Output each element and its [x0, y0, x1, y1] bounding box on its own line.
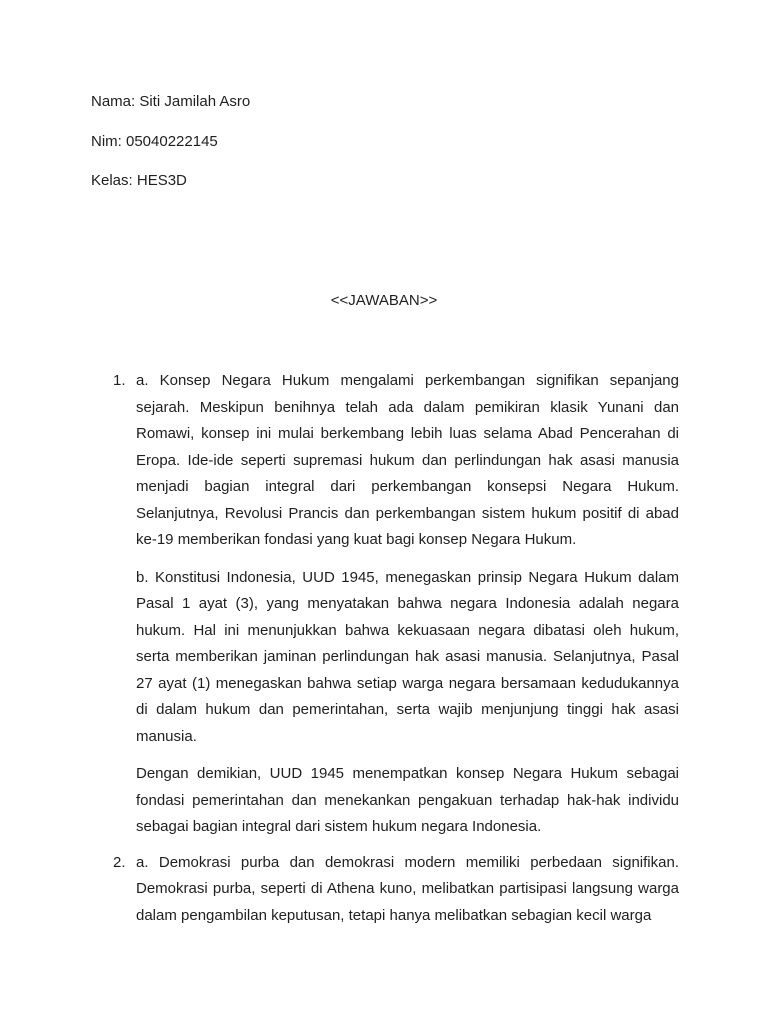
student-nim: Nim: 05040222145: [91, 133, 218, 150]
answer-number: 1.: [113, 372, 126, 389]
student-class: Kelas: HES3D: [91, 172, 187, 189]
answer-paragraph: b. Konstitusi Indonesia, UUD 1945, menegaskan prinsip Negara Hukum dalam Pasal 1 ayat (3), yang menyatakan bahwa negara Indonesia adalah negara hukum. Hal ini menunjukkan bahwa kekuasaan negara dibatasi oleh hukum, serta memberikan jaminan perlindungan hak asasi manusia. Selanjutnya, Pasal 27 ayat (1) menegaskan bahwa setiap warga negara bersamaan kedudukannya di dalam hukum dan pemerintahan, serta wajib menjunjung tinggi hak asasi manusia.: [136, 568, 679, 745]
answer-paragraph: a. Konsep Negara Hukum mengalami perkembangan signifikan sepanjang sejarah. Meskipun benihnya telah ada dalam pemikiran klasik Yunani dan Romawi, konsep ini mulai berkembang lebih luas selama Abad Pencerahan di Eropa. Ide-ide seperti supremasi hukum dan perlindungan hak asasi manusia menjadi bagian integral dari perkembangan konsepsi Negara Hukum. Selanjutnya, Revolusi Prancis dan perkembangan sistem hukum positif di abad ke-19 memberikan fondasi yang kuat bagi konsep Negara Hukum.: [136, 372, 679, 548]
answer-paragraph: a. Demokrasi purba dan demokrasi modern memiliki perbedaan signifikan. Demokrasi purba, seperti di Athena kuno, melibatkan partisipasi langsung warga dalam pengambilan keputusan, tetapi hanya melibatkan sebagian kecil warga: [136, 853, 679, 924]
student-name: Nama: Siti Jamilah Asro: [91, 93, 251, 110]
answer-number: 2.: [113, 853, 126, 871]
answer-list: [91, 368, 679, 938]
answer-item-2: [91, 850, 679, 930]
answer-paragraph: Dengan demikian, UUD 1945 menempatkan konsep Negara Hukum sebagai fondasi pemerintahan dan menekankan pengakuan terhadap hak-hak individu sebagai bagian integral dari sistem hukum negara Indonesia.: [136, 765, 679, 835]
answer-heading: <<JAWABAN>>: [330, 292, 438, 309]
answer-item-1: [91, 368, 679, 841]
